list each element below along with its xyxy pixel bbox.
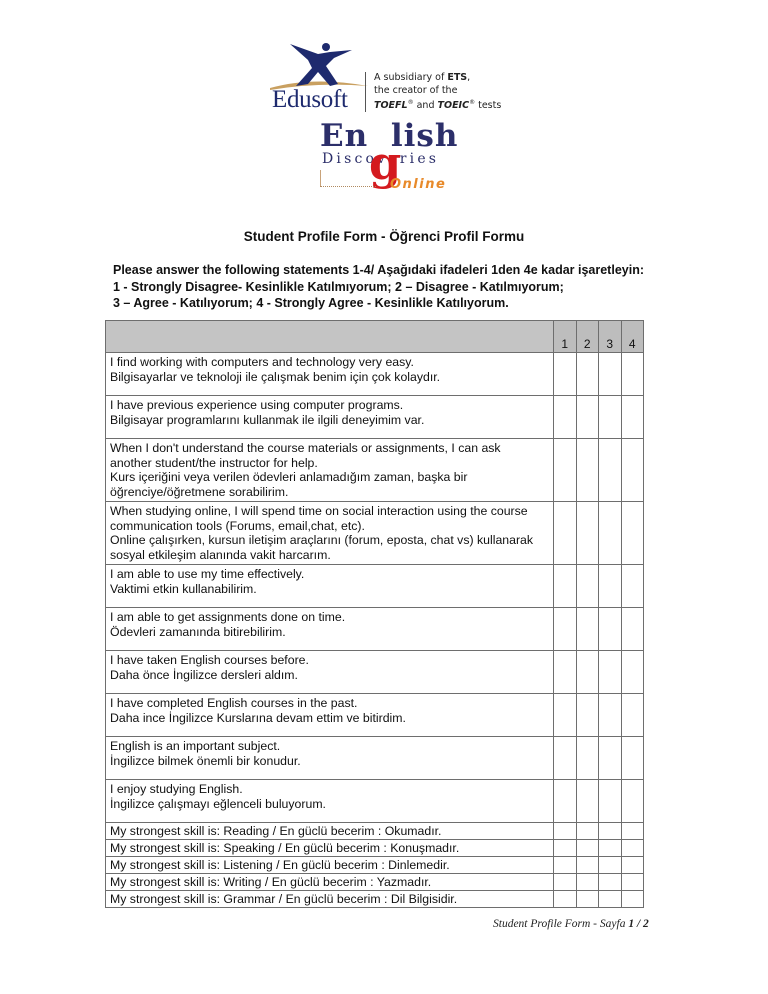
statement-line: My strongest skill is: Grammar / En güclü becerim : Dil Bilgisidir.: [110, 892, 458, 906]
statement-line: I am able to get assignments done on time.: [110, 610, 346, 624]
rating-cell-1[interactable]: [554, 353, 577, 396]
instruction-line: 1 - Strongly Disagree- Kesinlikle Katılmıyorum; 2 – Disagree - Katılmıyorum;: [113, 279, 564, 294]
rating-cell-2[interactable]: [576, 694, 599, 737]
statement-line: My strongest skill is: Reading / En güclü becerim : Okumadır.: [110, 824, 442, 838]
rating-cell-3[interactable]: [599, 651, 622, 694]
logo-dotted-line: [320, 186, 376, 187]
table-row: [106, 651, 644, 694]
rating-cell-2[interactable]: [576, 891, 599, 908]
survey-table: [105, 320, 644, 908]
table-row: [106, 737, 644, 780]
statement-line: My strongest skill is: Listening / En güclü becerim : Dinlemedir.: [110, 858, 450, 872]
page-title: Student Profile Form - Öğrenci Profil Formu: [243, 229, 525, 244]
discoveries-wordmark: Discoveries: [322, 151, 440, 167]
rating-cell-1[interactable]: [554, 694, 577, 737]
statement-cell: [106, 891, 554, 908]
statement-line: My strongest skill is: Speaking / En güclü becerim : Konuşmadır.: [110, 841, 460, 855]
rating-cell-2[interactable]: [576, 353, 599, 396]
statement-line: English is an important subject.: [110, 739, 281, 753]
statement-cell: [106, 439, 554, 502]
rating-cell-3[interactable]: [599, 874, 622, 891]
statement-line: Daha önce İngilizce dersleri aldım.: [110, 667, 298, 682]
rating-cell-2[interactable]: [576, 651, 599, 694]
rating-cell-2[interactable]: [576, 396, 599, 439]
statement-line: Kurs içeriğini veya verilen ödevleri anlamadığım zaman, başka bir: [110, 470, 468, 485]
statement-cell: [106, 823, 554, 840]
statement-line: I have previous experience using computer programs.: [110, 398, 404, 412]
rating-cell-2[interactable]: [576, 502, 599, 565]
rating-cell-2[interactable]: [576, 780, 599, 823]
rating-cell-2[interactable]: [576, 840, 599, 857]
statement-line: İngilizce bilmek önemli bir konudur.: [110, 753, 301, 768]
rating-cell-3[interactable]: [599, 840, 622, 857]
page-footer: [493, 918, 649, 930]
statement-cell: [106, 694, 554, 737]
table-row: [106, 840, 644, 857]
statement-cell: [106, 502, 554, 565]
statement-line: I have taken English courses before.: [110, 653, 309, 667]
statement-line: Daha ince İngilizce Kurslarına devam ettim ve bitirdim.: [110, 710, 406, 725]
statement-cell: [106, 396, 554, 439]
rating-cell-3[interactable]: [599, 891, 622, 908]
rating-cell-3[interactable]: [599, 353, 622, 396]
rating-cell-2[interactable]: [576, 565, 599, 608]
survey-body: [106, 353, 644, 908]
table-row: [106, 823, 644, 840]
rating-cell-3[interactable]: [599, 857, 622, 874]
table-row: [106, 502, 644, 565]
rating-cell-4[interactable]: [621, 840, 644, 857]
rating-cell-4[interactable]: [621, 651, 644, 694]
statement-cell: [106, 565, 554, 608]
rating-cell-4[interactable]: [621, 780, 644, 823]
option-header-3: 3: [599, 321, 622, 353]
rating-cell-4[interactable]: [621, 823, 644, 840]
statement-line: When I don't understand the course materials or assignments, I can ask: [110, 441, 501, 455]
rating-cell-3[interactable]: [599, 439, 622, 502]
statement-line: Bilgisayar programlarını kullanmak ile ilgili deneyimim var.: [110, 412, 425, 427]
statement-line: I find working with computers and technology very easy.: [110, 355, 414, 369]
rating-cell-2[interactable]: [576, 857, 599, 874]
statement-line: When studying online, I will spend time on social interaction using the course: [110, 504, 528, 518]
rating-cell-1[interactable]: [554, 502, 577, 565]
rating-cell-3[interactable]: [599, 737, 622, 780]
table-row: [106, 608, 644, 651]
table-row: [106, 694, 644, 737]
rating-cell-3[interactable]: [599, 608, 622, 651]
rating-cell-3[interactable]: [599, 780, 622, 823]
table-row: [106, 439, 644, 502]
statement-cell: [106, 780, 554, 823]
statement-line: öğrenciye/öğretmene sorabilirim.: [110, 484, 289, 499]
rating-cell-4[interactable]: [621, 737, 644, 780]
footer-label: Student Profile Form - Sayfa: [493, 918, 629, 930]
rating-cell-3[interactable]: [599, 565, 622, 608]
statement-cell: [106, 608, 554, 651]
statement-cell: [106, 874, 554, 891]
statement-cell: [106, 840, 554, 857]
statement-line: Bilgisayarlar ve teknoloji ile çalışmak benim için çok kolaydır.: [110, 369, 441, 384]
instruction-line: Please answer the following statements 1-4/ Aşağıdaki ifadeleri 1den 4e kadar işaretleyin:: [113, 263, 644, 277]
option-header-4: 4: [621, 321, 644, 353]
rating-cell-4[interactable]: [621, 353, 644, 396]
statement-line: Online çalışırken, kursun iletişim araçlarını (forum, eposta, chat vs) kullanarak: [110, 533, 534, 548]
red-g-glyph: g: [369, 136, 402, 190]
statement-line: I have completed English courses in the past.: [110, 696, 358, 710]
rating-cell-2[interactable]: [576, 439, 599, 502]
statement-line: I am able to use my time effectively.: [110, 567, 305, 581]
table-row: [106, 874, 644, 891]
statement-line: İngilizce çalışmayı eğlenceli buluyorum.: [110, 796, 326, 811]
rating-cell-1[interactable]: [554, 780, 577, 823]
table-row: [106, 780, 644, 823]
page-number: 1 / 2: [628, 918, 649, 930]
rating-cell-4[interactable]: [621, 891, 644, 908]
rating-cell-2[interactable]: [576, 608, 599, 651]
statement-cell: [106, 651, 554, 694]
logo-bracket-line: [320, 170, 321, 186]
table-header-row: [106, 321, 644, 353]
rating-cell-4[interactable]: [621, 565, 644, 608]
rating-cell-1[interactable]: [554, 891, 577, 908]
instruction-line: 3 – Agree - Katılıyorum; 4 - Strongly Agree - Kesinlikle Katılıyorum.: [113, 296, 509, 310]
rating-cell-4[interactable]: [621, 502, 644, 565]
rating-cell-2[interactable]: [576, 737, 599, 780]
instructions: [113, 262, 644, 312]
statement-cell: [106, 737, 554, 780]
statement-cell: [106, 353, 554, 396]
table-row: [106, 396, 644, 439]
statement-line: Vaktimi etkin kullanabilirim.: [110, 581, 257, 596]
logo-divider: [365, 72, 366, 112]
rating-cell-1[interactable]: [554, 396, 577, 439]
statement-line: I enjoy studying English.: [110, 782, 243, 796]
rating-cell-4[interactable]: [621, 857, 644, 874]
rating-cell-3[interactable]: [599, 502, 622, 565]
table-row: [106, 353, 644, 396]
english-wordmark: En lish: [320, 118, 459, 154]
rating-cell-4[interactable]: [621, 396, 644, 439]
rating-cell-2[interactable]: [576, 823, 599, 840]
rating-cell-4[interactable]: [621, 874, 644, 891]
rating-cell-1[interactable]: [554, 823, 577, 840]
option-header-1: 1: [554, 321, 577, 353]
rating-cell-2[interactable]: [576, 874, 599, 891]
table-row: [106, 565, 644, 608]
statement-line: communication tools (Forums, email,chat, etc).: [110, 518, 365, 533]
statement-header: [106, 321, 554, 353]
option-header-2: 2: [576, 321, 599, 353]
statement-line: Ödevleri zamanında bitirebilirim.: [110, 624, 286, 639]
table-row: [106, 857, 644, 874]
statement-line: another student/the instructor for help.: [110, 455, 318, 470]
rating-cell-1[interactable]: [554, 737, 577, 780]
ets-tagline: A subsidiary of ETS, the creator of the TOEFL® and TOEIC® tests: [374, 72, 502, 112]
rating-cell-1[interactable]: [554, 874, 577, 891]
rating-cell-1[interactable]: [554, 840, 577, 857]
rating-cell-4[interactable]: [621, 608, 644, 651]
rating-cell-3[interactable]: [599, 694, 622, 737]
rating-cell-4[interactable]: [621, 439, 644, 502]
edusoft-wordmark: Edusoft: [272, 86, 348, 113]
rating-cell-3[interactable]: [599, 823, 622, 840]
rating-cell-4[interactable]: [621, 694, 644, 737]
statement-cell: [106, 857, 554, 874]
online-wordmark: Online: [390, 177, 447, 192]
rating-cell-1[interactable]: [554, 857, 577, 874]
rating-cell-3[interactable]: [599, 396, 622, 439]
rating-cell-1[interactable]: [554, 565, 577, 608]
rating-cell-1[interactable]: [554, 439, 577, 502]
rating-cell-1[interactable]: [554, 608, 577, 651]
statement-line: sosyal etkileşim alanında vakit harcarım.: [110, 547, 331, 562]
rating-cell-1[interactable]: [554, 651, 577, 694]
statement-line: My strongest skill is: Writing / En güclü becerim : Yazmadır.: [110, 875, 432, 889]
table-row: [106, 891, 644, 908]
